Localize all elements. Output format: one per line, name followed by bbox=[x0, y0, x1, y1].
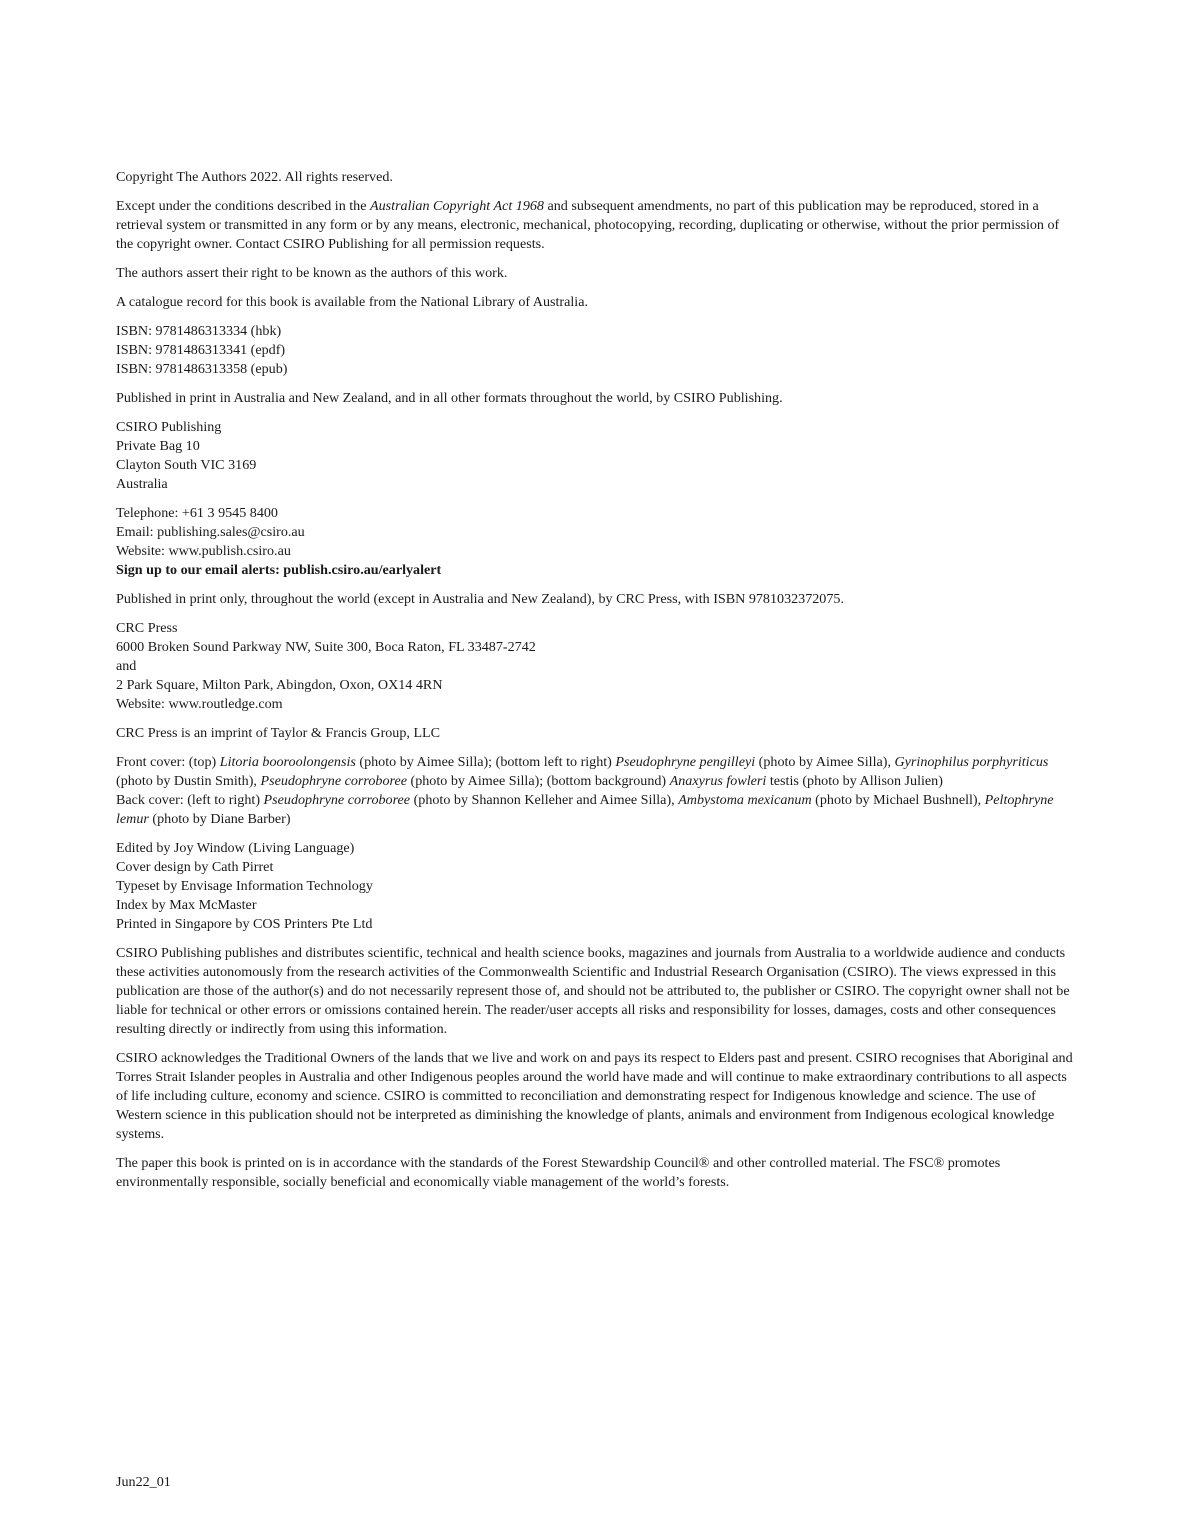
email-alerts-signup[interactable]: Sign up to our email alerts: publish.csiro.au/earlyalert bbox=[116, 562, 442, 578]
credit-line: Edited by Joy Window (Living Language) bbox=[116, 840, 355, 856]
publisher-disclaimer: CSIRO Publishing publishes and distributes scientific, technical and health science books, magazines and journals from Australia to a worldwide audience and conducts these activities autonomously from the research activities of the Commonwealth Scientific and Industrial Research Organisation (CSIRO). The views expressed in this publication are those of the author(s) and do not necessarily represent those of, and should not be attributed to, the publisher or CSIRO. The copyright owner shall not be liable for technical or other errors or omissions contained herein. The reader/user accepts all risks and responsibility for losses, damages, costs and other consequences resulting directly or indirectly from using this information. bbox=[116, 945, 1070, 1037]
published-print-world: Published in print only, throughout the world (except in Australia and New Zealand), by CRC Press, with ISBN 9781032372075. bbox=[116, 591, 844, 607]
website-link[interactable]: Website: www.publish.csiro.au bbox=[116, 543, 291, 559]
telephone: Telephone: +61 3 9545 8400 bbox=[116, 505, 278, 521]
credit-text: (photo by Aimee Silla); (bottom left to right) bbox=[355, 754, 616, 770]
authors-assertion: The authors assert their right to be known as the authors of this work. bbox=[116, 265, 508, 281]
front-cover-credit bbox=[116, 753, 1078, 791]
credit-line: Printed in Singapore by COS Printers Pte Ltd bbox=[116, 916, 373, 932]
address-line: Australia bbox=[116, 476, 168, 492]
crc-address bbox=[116, 619, 1078, 714]
routledge-website-link[interactable]: Website: www.routledge.com bbox=[116, 696, 283, 712]
traditional-owners-acknowledgement: CSIRO acknowledges the Traditional Owners of the lands that we live and work on and pays its respect to Elders past and present. CSIRO recognises that Aboriginal and Torres Strait Islander peoples in Australia and other Indigenous peoples around the world have made and will continue to make extraordinary contributions to all aspects of life including culture, economy and science. CSIRO is committed to reconciliation and demonstrating respect for Indigenous knowledge and science. The use of Western science in this publication should not be interpreted as diminishing the knowledge of plants, animals and environment from Indigenous ecological knowledge systems. bbox=[116, 1050, 1073, 1142]
published-print-au: Published in print in Australia and New Zealand, and in all other formats throughout the world, by CSIRO Publishing. bbox=[116, 390, 783, 406]
credit-line: Cover design by Cath Pirret bbox=[116, 859, 274, 875]
reproduction-pre: Except under the conditions described in the bbox=[116, 198, 371, 214]
address-line: CRC Press bbox=[116, 620, 178, 636]
production-credits bbox=[116, 839, 1078, 934]
isbn-epub: ISBN: 9781486313358 (epub) bbox=[116, 361, 288, 377]
reproduction-post: and subsequent amendments, no part of this publication may be reproduced, stored in a retrieval system or transmitted in any form or by any means, electronic, mechanical, photocopying, recording, duplicating or otherwise, without the prior permission of the copyright owner. Contact CSIRO Publishing for all permission requests. bbox=[116, 198, 1060, 252]
fsc-paper-note: The paper this book is printed on is in accordance with the standards of the Forest Stewardship Council® and other controlled material. The FSC® promotes environmentally responsible, socially beneficial and economically viable management of the world’s forests. bbox=[116, 1155, 1001, 1190]
imprint-page bbox=[116, 168, 1078, 1202]
credit-text: (photo by Dustin Smith), bbox=[116, 773, 261, 789]
contact-details bbox=[116, 504, 1078, 580]
species-name: Anaxyrus fowleri bbox=[669, 773, 767, 789]
address-line: Clayton South VIC 3169 bbox=[116, 457, 257, 473]
credit-text: (photo by Aimee Silla); (bottom background) bbox=[406, 773, 670, 789]
reproduction-notice bbox=[116, 197, 1078, 254]
species-name: Pseudophryne corroboree bbox=[260, 773, 407, 789]
credit-text: (photo by Michael Bushnell), bbox=[811, 792, 985, 808]
cover-credits bbox=[116, 753, 1078, 829]
credit-text: (photo by Aimee Silla), bbox=[755, 754, 895, 770]
credit-line: Typeset by Envisage Information Technology bbox=[116, 878, 373, 894]
species-name: Pseudophryne pengilleyi bbox=[615, 754, 756, 770]
credit-text: Back cover: (left to right) bbox=[116, 792, 264, 808]
credit-text: testis (photo by Allison Julien) bbox=[766, 773, 943, 789]
csiro-address bbox=[116, 418, 1078, 494]
address-line: and bbox=[116, 658, 137, 674]
species-name: Litoria booroolongensis bbox=[219, 754, 356, 770]
credit-text: Front cover: (top) bbox=[116, 754, 220, 770]
species-name: Peltophryne lemur bbox=[116, 792, 1054, 827]
species-name: Pseudophryne corroboree bbox=[263, 792, 411, 808]
species-name: Gyrinophilus porphyriticus bbox=[894, 754, 1049, 770]
address-line: CSIRO Publishing bbox=[116, 419, 222, 435]
isbn-epdf: ISBN: 9781486313341 (epdf) bbox=[116, 342, 286, 358]
credit-text: (photo by Shannon Kelleher and Aimee Silla), bbox=[410, 792, 679, 808]
isbn-list bbox=[116, 322, 1078, 379]
print-code: Jun22_01 bbox=[116, 1474, 171, 1490]
species-name: Ambystoma mexicanum bbox=[678, 792, 812, 808]
catalogue-record: A catalogue record for this book is available from the National Library of Australia. bbox=[116, 294, 588, 310]
isbn-hbk: ISBN: 9781486313334 (hbk) bbox=[116, 323, 282, 339]
back-cover-credit bbox=[116, 791, 1078, 829]
credit-text: (photo by Diane Barber) bbox=[148, 811, 291, 827]
address-line: 2 Park Square, Milton Park, Abingdon, Oxon, OX14 4RN bbox=[116, 677, 443, 693]
copyright-act-title: Australian Copyright Act 1968 bbox=[370, 198, 544, 214]
crc-imprint: CRC Press is an imprint of Taylor & Francis Group, LLC bbox=[116, 725, 441, 741]
copyright-notice: Copyright The Authors 2022. All rights reserved. bbox=[116, 169, 393, 185]
address-line: 6000 Broken Sound Parkway NW, Suite 300, Boca Raton, FL 33487-2742 bbox=[116, 639, 536, 655]
address-line: Private Bag 10 bbox=[116, 438, 200, 454]
email-link[interactable]: Email: publishing.sales@csiro.au bbox=[116, 524, 305, 540]
credit-line: Index by Max McMaster bbox=[116, 897, 257, 913]
